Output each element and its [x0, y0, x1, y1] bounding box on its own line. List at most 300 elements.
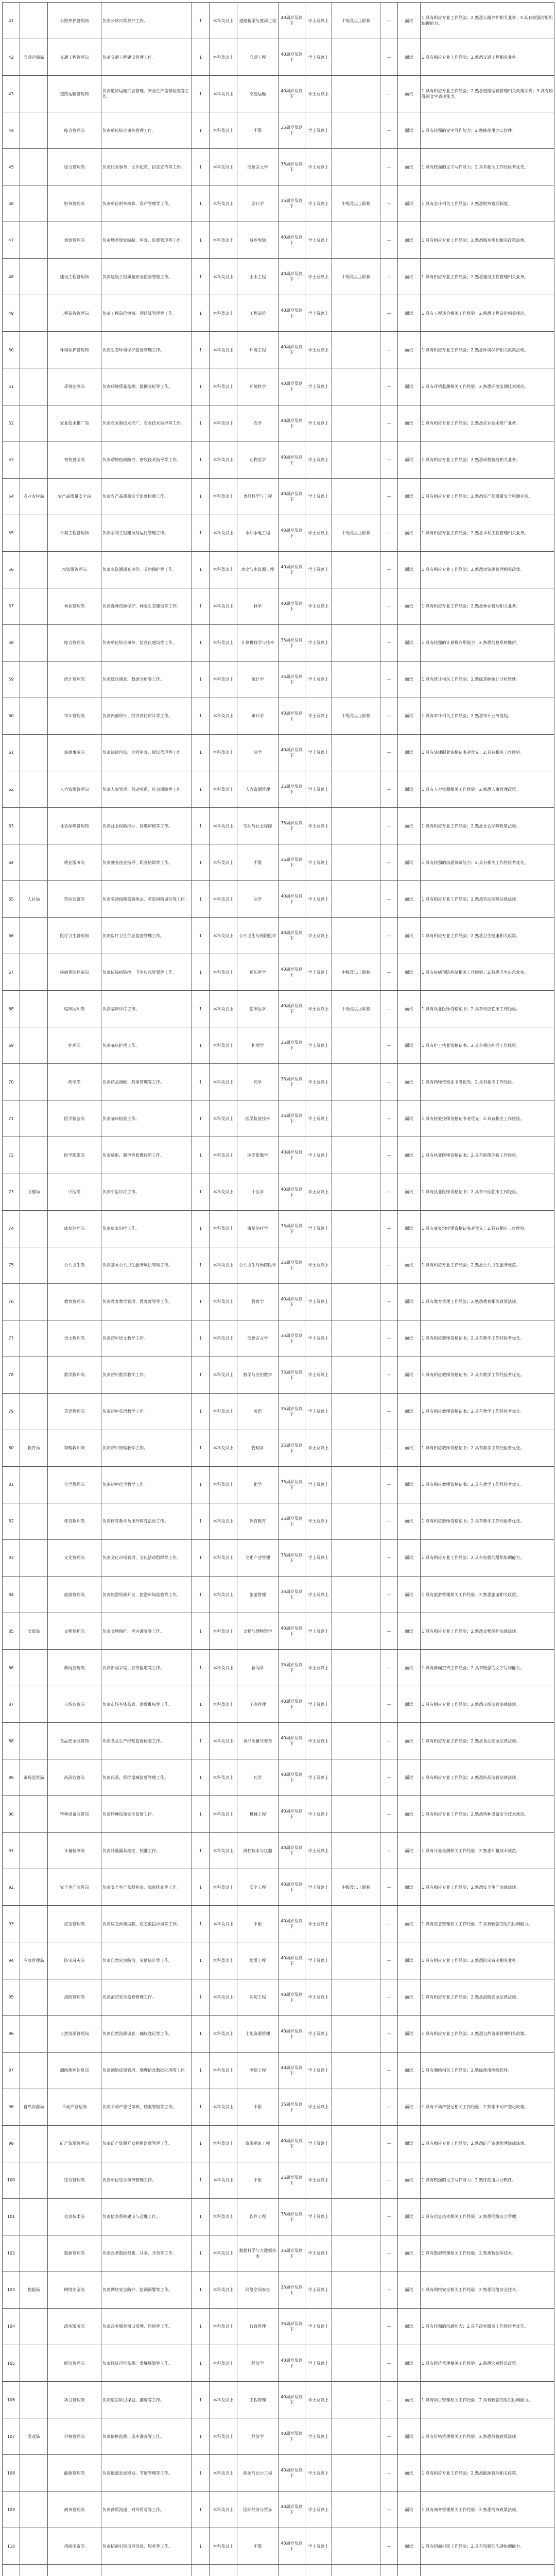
cell-edu: 本科及以上 — [210, 881, 237, 918]
cell-exam: 面试 — [398, 405, 421, 442]
cell-title — [332, 1759, 380, 1796]
table-row — [3, 1503, 554, 1539]
table-row — [3, 1174, 554, 1210]
cell-title — [332, 1393, 380, 1430]
cell-title — [332, 771, 380, 807]
cell-dept — [20, 954, 48, 991]
cell-other: 1.具有商务管理相关工作经验；2.熟悉商务政策法规。 — [421, 2492, 554, 2528]
cell-nature: 负责水利工程建设与运行管理工作。 — [101, 515, 192, 551]
cell-nature: 负责法律咨询、合同审查、诉讼代理等工作。 — [101, 734, 192, 771]
cell-edu: 本科及以上 — [210, 2015, 237, 2052]
cell-nature: 负责初中语文教学工作。 — [101, 1320, 192, 1357]
cell-title — [332, 1320, 380, 1357]
cell-post: 经济管理岗 — [48, 2345, 101, 2382]
cell-degree: 学士及以上 — [305, 771, 332, 807]
cell-exam: 面试 — [398, 1503, 421, 1539]
cell-no: 77 — [3, 1320, 20, 1357]
cell-pol: — — [380, 771, 398, 807]
cell-edu: 本科及以上 — [210, 478, 237, 515]
cell-pol: — — [380, 551, 398, 588]
table-row — [3, 332, 554, 368]
cell-title — [332, 624, 380, 661]
cell-quota: 1 — [192, 624, 210, 661]
cell-edu: 本科及以上 — [210, 2052, 237, 2089]
cell-dept — [20, 2455, 48, 2492]
cell-dept: 应急管理局 — [20, 1942, 48, 1979]
cell-title — [332, 1027, 380, 1064]
table-row — [3, 2382, 554, 2418]
cell-quota: 1 — [192, 2198, 210, 2235]
table-row — [3, 1613, 554, 1650]
cell-no: 96 — [3, 2015, 20, 2052]
cell-dept: 文旅局 — [20, 1613, 48, 1650]
cell-title — [332, 2528, 380, 2565]
cell-other: 1.具有相应专业工作经验；2.熟悉市场监管法律法规。 — [421, 1686, 554, 1723]
cell-quota: 1 — [192, 1393, 210, 1430]
table-row — [3, 2198, 554, 2235]
cell-dept: 交通运输局 — [20, 39, 48, 76]
cell-major: 能源与动力工程 — [237, 2455, 279, 2492]
cell-exam: 面试 — [398, 1320, 421, 1357]
cell-degree: 学士及以上 — [305, 1759, 332, 1796]
table-row — [3, 515, 554, 551]
cell-major: 护理学 — [237, 1027, 279, 1064]
cell-other: 1.具有审计相关工作经验；2.熟悉审计业务流程。 — [421, 698, 554, 734]
cell-major: 环境科学 — [237, 368, 279, 405]
cell-major: 不限 — [237, 112, 279, 149]
cell-degree: 学士及以上 — [305, 149, 332, 185]
cell-nature: 负责初中物理教学工作。 — [101, 1430, 192, 1466]
cell-quota: 1 — [192, 2492, 210, 2528]
cell-title — [332, 2089, 380, 2125]
cell-title — [332, 149, 380, 185]
cell-post: 应急管理岗 — [48, 1906, 101, 1942]
table-row — [3, 1393, 554, 1430]
cell-dept — [20, 698, 48, 734]
cell-edu: 本科及以上 — [210, 1283, 237, 1320]
cell-other: 1.具有较强的文字写作能力；2.熟练使用办公软件。 — [421, 2162, 554, 2198]
cell-quota: 1 — [192, 1869, 210, 1906]
cell-nature: 负责城乡规划编制、审查、监督管理等工作。 — [101, 222, 192, 259]
cell-nature: 负责信息系统建设与运维工作。 — [101, 2198, 192, 2235]
cell-no: 66 — [3, 918, 20, 954]
cell-pol: — — [380, 2052, 398, 2089]
cell-title: 中级及以上职称 — [332, 185, 380, 222]
cell-quota: 1 — [192, 515, 210, 551]
cell-other: 1.具有疾病预防控制相关工作经验；2.熟悉卫生应急业务。 — [421, 954, 554, 991]
cell-quota: 1 — [192, 2089, 210, 2125]
cell-post: 道路运输管理岗 — [48, 76, 101, 112]
cell-edu: 本科及以上 — [210, 1833, 237, 1869]
cell-exam: 面试 — [398, 1577, 421, 1613]
cell-age: 35周岁及以下 — [279, 771, 305, 807]
table-row — [3, 2235, 554, 2272]
cell-no: 107 — [3, 2418, 20, 2455]
cell-other: 1.具有较强的沟通协调能力；2.具有相关工作经验者优先。 — [421, 844, 554, 881]
cell-age: 35周岁及以下 — [279, 844, 305, 881]
cell-post: 农业技术推广岗 — [48, 405, 101, 442]
cell-no: 92 — [3, 1869, 20, 1906]
cell-dept — [20, 2492, 48, 2528]
cell-degree: 学士及以上 — [305, 1283, 332, 1320]
cell-quota: 1 — [192, 771, 210, 807]
cell-quota: 1 — [192, 295, 210, 332]
cell-quota: 1 — [192, 76, 210, 112]
cell-no: 86 — [3, 1650, 20, 1686]
cell-no: 57 — [3, 588, 20, 624]
cell-age: 35周岁及以下 — [279, 1393, 305, 1430]
cell-dept — [20, 2528, 48, 2565]
cell-post: 综合管理岗 — [48, 112, 101, 149]
cell-edu: 本科及以上 — [210, 39, 237, 76]
cell-edu: 本科及以上 — [210, 1137, 237, 1174]
cell-title — [332, 332, 380, 368]
table-row — [3, 808, 554, 844]
cell-exam: 面试 — [398, 295, 421, 332]
cell-degree: 学士及以上 — [305, 1357, 332, 1393]
cell-degree: 学士及以上 — [305, 1979, 332, 2015]
cell-edu: 本科及以上 — [210, 1759, 237, 1796]
cell-nature: 负责经济运行监测、发展规划等工作。 — [101, 2345, 192, 2382]
cell-title — [332, 1650, 380, 1686]
table-row — [3, 734, 554, 771]
table-row — [3, 185, 554, 222]
cell-other: 1.具有相应专业工作经验；2.熟悉社会保障政策法规。 — [421, 808, 554, 844]
cell-other: 1.具有相应专业工作经验；2.熟悉卫生健康相关政策。 — [421, 918, 554, 954]
cell-major: 公共卫生与预防医学 — [237, 1247, 279, 1283]
cell-exam: 面试 — [398, 2308, 421, 2345]
cell-no: 97 — [3, 2052, 20, 2089]
table-row — [3, 1247, 554, 1283]
table-row — [3, 2015, 554, 2052]
cell-edu: 本科及以上 — [210, 1577, 237, 1613]
cell-pol: — — [380, 1869, 398, 1906]
cell-quota: 1 — [192, 1466, 210, 1503]
cell-edu: 本科及以上 — [210, 1503, 237, 1539]
cell-pol: — — [380, 2345, 398, 2382]
cell-post: 特种设备监管岗 — [48, 1796, 101, 1833]
cell-other: 1.具有相应教师资格证书；2.具有教学工作经验者优先。 — [421, 1430, 554, 1466]
cell-edu: 本科及以上 — [210, 551, 237, 588]
cell-dept — [20, 1137, 48, 1174]
cell-major: 环境工程 — [237, 332, 279, 368]
cell-quota: 1 — [192, 588, 210, 624]
cell-age: 40周岁及以下 — [279, 2345, 305, 2382]
cell-age: 35周岁及以下 — [279, 1430, 305, 1466]
cell-major: 消防工程 — [237, 1979, 279, 2015]
cell-post: 林业管理岗 — [48, 588, 101, 624]
cell-other: 1.具有测绘相关工作经验；2.熟练使用测绘软件。 — [421, 2052, 554, 2089]
cell-quota: 1 — [192, 368, 210, 405]
cell-exam: 面试 — [398, 149, 421, 185]
cell-exam: 面试 — [398, 3, 421, 39]
cell-no: 79 — [3, 1393, 20, 1430]
cell-other: 1.具有相应专业工作经验；2.熟悉劳动保障法律法规。 — [421, 881, 554, 918]
cell-nature: 负责特种设备安全监察工作。 — [101, 1796, 192, 1833]
cell-major: 数据科学与大数据技术 — [237, 2235, 279, 2272]
table-row — [3, 2492, 554, 2528]
cell-quota: 1 — [192, 661, 210, 698]
cell-quota: 1 — [192, 1027, 210, 1064]
cell-edu: 本科及以上 — [210, 2198, 237, 2235]
cell-edu: 本科及以上 — [210, 1650, 237, 1686]
cell-pol: — — [380, 295, 398, 332]
cell-no: 55 — [3, 515, 20, 551]
cell-major: 水利水电工程 — [237, 515, 279, 551]
cell-edu: 本科及以上 — [210, 1064, 237, 1100]
cell-nature: 负责矿产资源开发利用监督管理工作。 — [101, 2125, 192, 2162]
cell-no: 70 — [3, 1064, 20, 1100]
cell-no: 48 — [3, 259, 20, 295]
cell-other: 1.具有护士执业资格证书；2.具有相应护理工作经验。 — [421, 1027, 554, 1064]
cell-degree: 学士及以上 — [305, 1503, 332, 1539]
cell-nature: 负责建设工程质量安全监督管理工作。 — [101, 259, 192, 295]
cell-age: 40周岁及以下 — [279, 551, 305, 588]
cell-major: 计算机科学与技术 — [237, 624, 279, 661]
cell-dept: 自然资源局 — [20, 2089, 48, 2125]
cell-quota: 1 — [192, 1100, 210, 1137]
cell-other: 1.具有教育管理工作经验；2.熟悉教育相关政策法规。 — [421, 1283, 554, 1320]
cell-nature: 负责康复治疗工作。 — [101, 1210, 192, 1247]
cell-degree: 学士及以上 — [305, 185, 332, 222]
cell-exam: 面试 — [398, 1650, 421, 1686]
cell-age: 40周岁及以下 — [279, 1759, 305, 1796]
table-row — [3, 259, 554, 295]
cell-age: 40周岁及以下 — [279, 2052, 305, 2089]
cell-pol: — — [380, 1100, 398, 1137]
cell-no: 80 — [3, 1430, 20, 1466]
cell-quota: 1 — [192, 2272, 210, 2308]
cell-no: 95 — [3, 1979, 20, 2015]
cell-nature: 负责初中英语教学工作。 — [101, 1393, 192, 1430]
cell-nature: 负责临床检验工作。 — [101, 1100, 192, 1137]
cell-quota: 1 — [192, 478, 210, 515]
cell-quota: 1 — [192, 1759, 210, 1796]
cell-nature: 负责不动产登记审核、档案管理等工作。 — [101, 2089, 192, 2125]
cell-pol: — — [380, 2308, 398, 2345]
cell-dept — [20, 1723, 48, 1759]
cell-quota: 1 — [192, 734, 210, 771]
cell-exam: 面试 — [398, 2125, 421, 2162]
table-row — [3, 698, 554, 734]
cell-dept — [20, 3, 48, 39]
cell-age: 40周岁及以下 — [279, 1283, 305, 1320]
cell-degree: 学士及以上 — [305, 2125, 332, 2162]
cell-edu: 本科及以上 — [210, 515, 237, 551]
cell-other: 1.具有相应专业工作经验；2.熟悉特种设备安全技术规范。 — [421, 1796, 554, 1833]
cell-no: 67 — [3, 954, 20, 991]
table-row — [3, 1723, 554, 1759]
cell-edu: 本科及以上 — [210, 76, 237, 112]
cell-post: 农产品质量安全岗 — [48, 478, 101, 515]
cell-exam: 面试 — [398, 954, 421, 991]
cell-pol: — — [380, 2089, 398, 2125]
table-row — [3, 1137, 554, 1174]
cell-post: 劳动监察岗 — [48, 881, 101, 918]
cell-nature: 负责人事管理、劳动关系、社会保障等工作。 — [101, 771, 192, 807]
cell-pol: — — [380, 1210, 398, 1247]
cell-major: 物理学 — [237, 1430, 279, 1466]
cell-other: 1.具有环境监测相关工作经验；2.熟悉环境监测技术规范。 — [421, 368, 554, 405]
cell-quota: 1 — [192, 2052, 210, 2089]
cell-major: 体育教育 — [237, 1503, 279, 1539]
cell-degree: 学士及以上 — [305, 1686, 332, 1723]
cell-exam: 面试 — [398, 1686, 421, 1723]
cell-no: 88 — [3, 1723, 20, 1759]
cell-dept — [20, 844, 48, 881]
cell-nature: 负责文物保护、考古调查等工作。 — [101, 1613, 192, 1650]
cell-post: 医疗卫生管理岗 — [48, 918, 101, 954]
cell-dept — [20, 149, 48, 185]
cell-age: 40周岁及以下 — [279, 2492, 305, 2528]
cell-major — [237, 2565, 279, 2576]
cell-degree: 学士及以上 — [305, 2418, 332, 2455]
cell-dept — [20, 1466, 48, 1503]
cell-other: 1.具有相应专业工作经验；2.熟悉农业技术推广业务。 — [421, 405, 554, 442]
cell-age: 40周岁及以下 — [279, 1942, 305, 1979]
cell-age: 35周岁及以下 — [279, 1577, 305, 1613]
cell-post: 就业服务岗 — [48, 844, 101, 881]
cell-other: 1.具有相应专业工作经验；2.熟悉文物保护法律法规。 — [421, 1613, 554, 1650]
cell-title — [332, 1613, 380, 1650]
cell-post: 市场监管岗 — [48, 1686, 101, 1723]
cell-degree: 学士及以上 — [305, 1393, 332, 1430]
cell-degree: 学士及以上 — [305, 844, 332, 881]
cell-edu: 本科及以上 — [210, 2455, 237, 2492]
cell-title — [332, 112, 380, 149]
cell-degree: 学士及以上 — [305, 222, 332, 259]
cell-major: 不限 — [237, 2162, 279, 2198]
cell-quota: 1 — [192, 222, 210, 259]
cell-edu: 本科及以上 — [210, 222, 237, 259]
cell-title: 中级及以上职称 — [332, 991, 380, 1027]
cell-edu: 本科及以上 — [210, 1027, 237, 1064]
cell-exam: 面试 — [398, 1393, 421, 1430]
cell-degree: 学士及以上 — [305, 405, 332, 442]
cell-quota: 1 — [192, 698, 210, 734]
cell-major: 食品科学与工程 — [237, 478, 279, 515]
cell-edu: 本科及以上 — [210, 3, 237, 39]
cell-post: 水资源管理岗 — [48, 551, 101, 588]
cell-other: 1.具有相应专业工作经验；2.熟悉水资源管理相关政策。 — [421, 551, 554, 588]
cell-no: 102 — [3, 2235, 20, 2272]
cell-major: 审计学 — [237, 698, 279, 734]
cell-quota: 1 — [192, 442, 210, 478]
cell-pol: — — [380, 1723, 398, 1759]
cell-age: 35周岁及以下 — [279, 2198, 305, 2235]
cell-post: 食品安全监管岗 — [48, 1723, 101, 1759]
cell-quota: 1 — [192, 2235, 210, 2272]
cell-edu: 本科及以上 — [210, 588, 237, 624]
cell-exam: 面试 — [398, 2015, 421, 2052]
cell-exam: 面试 — [398, 2492, 421, 2528]
cell-nature: 负责自然灾害防治、灾情统计等工作。 — [101, 1942, 192, 1979]
cell-pol: — — [380, 1686, 398, 1723]
cell-quota: 1 — [192, 881, 210, 918]
cell-nature: 负责中医诊疗工作。 — [101, 1174, 192, 1210]
cell-degree: 学士及以上 — [305, 515, 332, 551]
cell-title — [332, 551, 380, 588]
cell-exam: 面试 — [398, 1833, 421, 1869]
cell-title — [332, 2162, 380, 2198]
cell-post: 自然资源管理岗 — [48, 2015, 101, 2052]
cell-exam: 面试 — [398, 698, 421, 734]
cell-quota: 1 — [192, 2125, 210, 2162]
cell-major: 经济学 — [237, 2418, 279, 2455]
cell-post: 文化管理岗 — [48, 1539, 101, 1576]
cell-nature: 负责森林资源保护、林业生态建设等工作。 — [101, 588, 192, 624]
cell-title — [332, 1539, 380, 1576]
cell-title — [332, 881, 380, 918]
cell-major: 文化产业管理 — [237, 1539, 279, 1576]
table-row — [3, 1833, 554, 1869]
cell-exam: 面试 — [398, 1210, 421, 1247]
cell-age: 40周岁及以下 — [279, 1174, 305, 1210]
cell-degree: 学士及以上 — [305, 1064, 332, 1100]
cell-major: 人力资源管理 — [237, 771, 279, 807]
cell-title — [332, 1283, 380, 1320]
cell-pol: — — [380, 1247, 398, 1283]
cell-title — [332, 1686, 380, 1723]
cell-exam: 面试 — [398, 1100, 421, 1137]
cell-nature: 负责自然资源调查、确权登记等工作。 — [101, 2015, 192, 2052]
cell-other: 1.具有法律职业资格证书者优先；2.具有相关工作经验。 — [421, 734, 554, 771]
cell-nature: 负责生态环境保护监督管理工作。 — [101, 332, 192, 368]
cell-other: 1.具有执业医师资格证书；2.具有中医临床工作经验。 — [421, 1174, 554, 1210]
cell-edu: 本科及以上 — [210, 1979, 237, 2015]
cell-age: 40周岁及以下 — [279, 2015, 305, 2052]
cell-major: 数学与应用数学 — [237, 1357, 279, 1393]
cell-edu: 本科及以上 — [210, 2125, 237, 2162]
cell-major: 道路桥梁与渡河工程 — [237, 3, 279, 39]
cell-nature: 负责交通工程建设管理工作。 — [101, 39, 192, 76]
table-row — [3, 112, 554, 149]
cell-post: 水利工程管理岗 — [48, 515, 101, 551]
cell-quota: 1 — [192, 1174, 210, 1210]
cell-age: 40周岁及以下 — [279, 1613, 305, 1650]
cell-exam: 面试 — [398, 1759, 421, 1796]
cell-other: 1.具有不动产登记相关工作经验；2.熟悉不动产登记政策。 — [421, 2089, 554, 2125]
cell-age: 35周岁及以下 — [279, 624, 305, 661]
cell-major: 网络空间安全 — [237, 2272, 279, 2308]
table-row — [3, 1430, 554, 1466]
cell-exam: 面试 — [398, 1064, 421, 1100]
cell-quota: 1 — [192, 1357, 210, 1393]
cell-pol: — — [380, 3, 398, 39]
cell-age: 35周岁及以下 — [279, 1466, 305, 1503]
cell-degree: 学士及以上 — [305, 368, 332, 405]
cell-dept: 市场监管局 — [20, 1759, 48, 1796]
cell-dept — [20, 661, 48, 698]
cell-exam: 面试 — [398, 2162, 421, 2198]
cell-degree — [305, 2565, 332, 2576]
cell-title — [332, 2382, 380, 2418]
table-row — [3, 442, 554, 478]
cell-age: 35周岁及以下 — [279, 1320, 305, 1357]
cell-nature: 负责道路运输行业管理、安全生产监督检查等工作。 — [101, 76, 192, 112]
table-row — [3, 551, 554, 588]
cell-other: 1.具有相应教师资格证书；2.具有教学工作经验者优先。 — [421, 1503, 554, 1539]
table-row — [3, 295, 554, 332]
cell-edu: 本科及以上 — [210, 844, 237, 881]
cell-dept — [20, 991, 48, 1027]
cell-degree: 学士及以上 — [305, 1906, 332, 1942]
job-table — [2, 2, 554, 2576]
cell-age: 40周岁及以下 — [279, 881, 305, 918]
cell-exam: 面试 — [398, 2235, 421, 2272]
cell-degree: 学士及以上 — [305, 1650, 332, 1686]
cell-title — [332, 2272, 380, 2308]
